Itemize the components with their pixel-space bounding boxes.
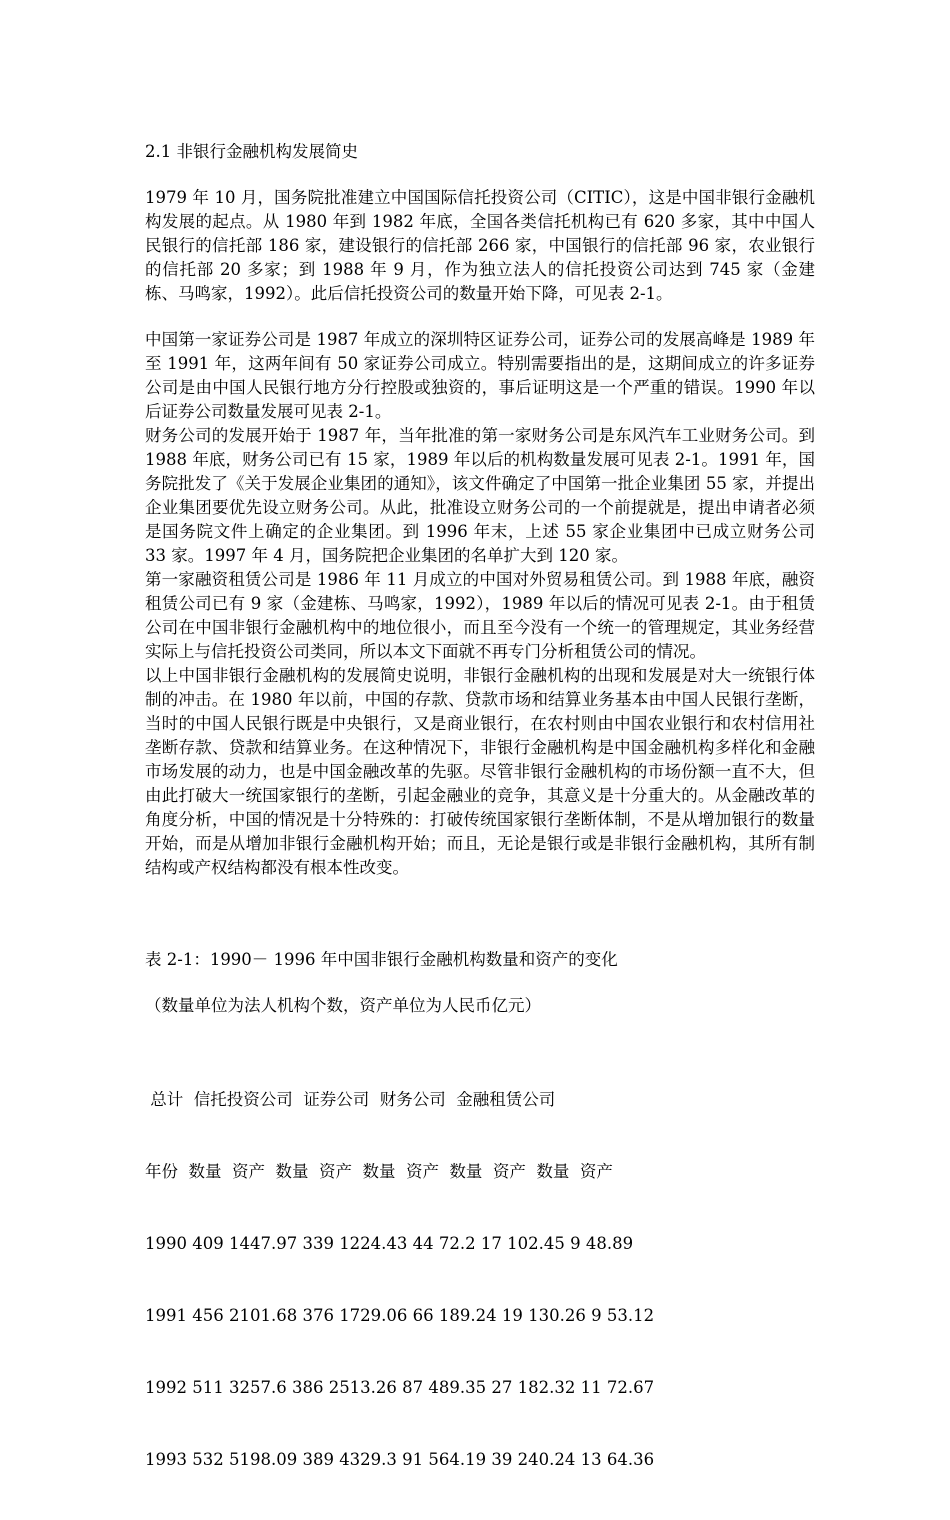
table-header-row: 总计 信托投资公司 证券公司 财务公司 金融租赁公司 bbox=[145, 1090, 556, 1109]
paragraph-finance-company-history: 财务公司的发展开始于 1987 年，当年批准的第一家财务公司是东风汽车工业财务公司。到 1988 年底，财务公司已有 15 家，1989 年以后的机构数量发展可见表 2-1。1991 年，国务院批发了《关于发展企业集团的通知》，该文件确定了中国第一批企业集团 55 家，并提出企业集团要优先设立财务公司。从此，批准设立财务公司的一个前提就是，提出申请者必须是国务院文件上确定的企业集团。到 1996 年末，上述 55 家企业集团中已成立财务公司 33 家。1997 年 4 月，国务院把企业集团的名单扩大到 120 家。 bbox=[145, 426, 815, 565]
table-row: 1992 511 3257.6 386 2513.26 87 489.35 27 182.32 11 72.67 bbox=[145, 1378, 655, 1397]
table-row: 1990 409 1447.97 339 1224.43 44 72.2 17 102.45 9 48.89 bbox=[145, 1234, 634, 1253]
note-spacer bbox=[145, 1018, 815, 1040]
paragraph-spacer bbox=[145, 306, 815, 328]
section-title: 2.1 非银行金融机构发展简史 bbox=[145, 142, 358, 161]
section-spacer bbox=[145, 880, 815, 948]
paragraph-leasing-history: 第一家融资租赁公司是 1986 年 11 月成立的中国对外贸易租赁公司。到 1988 年底，融资租赁公司已有 9 家（金建栋、马鸣家，1992），1989 年以后的情况可见表 2-1。由于租赁公司在中国非银行金融机构中的地位很小，而且至今没有一个统一的管理规定，其业务经营实际上与信托投资公司类同，所以本文下面就不再专门分析租赁公司的情况。 bbox=[145, 570, 815, 661]
table-row: 1993 532 5198.09 389 4329.3 91 564.19 39 240.24 13 64.36 bbox=[145, 1450, 655, 1469]
paragraph-citic-history: 1979 年 10 月，国务院批准建立中国国际信托投资公司（CITIC），这是中国非银行金融机构发展的起点。从 1980 年到 1982 年底，全国各类信托机构已有 620 多家，其中中国人民银行的信托部 186 家，建设银行的信托部 266 家，中国银行的信托部 96 家，农业银行的信托部 20 多家；到 1988 年 9 月，作为独立法人的信托投资公司达到 745 家（金建栋、马鸣家，1992）。此后信托投资公司的数量开始下降，可见表 2-1。 bbox=[145, 188, 815, 303]
document-page bbox=[145, 140, 815, 1520]
table-unit-note: （数量单位为法人机构个数，资产单位为人民币亿元） bbox=[145, 996, 541, 1015]
table-subheader-row: 年份 数量 资产 数量 资产 数量 资产 数量 资产 数量 资产 bbox=[145, 1162, 613, 1181]
caption-spacer bbox=[145, 972, 815, 994]
table-caption: 表 2-1：1990－ 1996 年中国非银行金融机构数量和资产的变化 bbox=[145, 950, 618, 969]
paragraph-summary: 以上中国非银行金融机构的发展简史说明，非银行金融机构的出现和发展是对大一统银行体制的冲击。在 1980 年以前，中国的存款、贷款市场和结算业务基本由中国人民银行垄断，当时的中国人民银行既是中央银行，又是商业银行，在农村则由中国农业银行和农村信用社垄断存款、贷款和结算业务。在这种情况下，非银行金融机构是中国金融机构多样化和金融市场发展的动力，也是中国金融改革的先驱。尽管非银行金融机构的市场份额一直不大，但由此打破大一统国家银行的垄断，引起金融业的竞争，其意义是十分重大的。从金融改革的角度分析，中国的情况是十分特殊的：打破传统国家银行垄断体制，不是从增加银行的数量开始，而是从增加非银行金融机构开始；而且，无论是银行或是非银行金融机构，其所有制结构或产权结构都没有根本性改变。 bbox=[145, 666, 815, 877]
data-table bbox=[145, 1040, 815, 1520]
paragraph-securities-history: 中国第一家证券公司是 1987 年成立的深圳特区证券公司，证券公司的发展高峰是 1989 年至 1991 年，这两年间有 50 家证券公司成立。特别需要指出的是，这期间成立的许多证券公司是由中国人民银行地方分行控股或独资的，事后证明这是一个严重的错误。1990 年以后证券公司数量发展可见表 2-1。 bbox=[145, 330, 815, 421]
table-row: 1991 456 2101.68 376 1729.06 66 189.24 19 130.26 9 53.12 bbox=[145, 1306, 655, 1325]
